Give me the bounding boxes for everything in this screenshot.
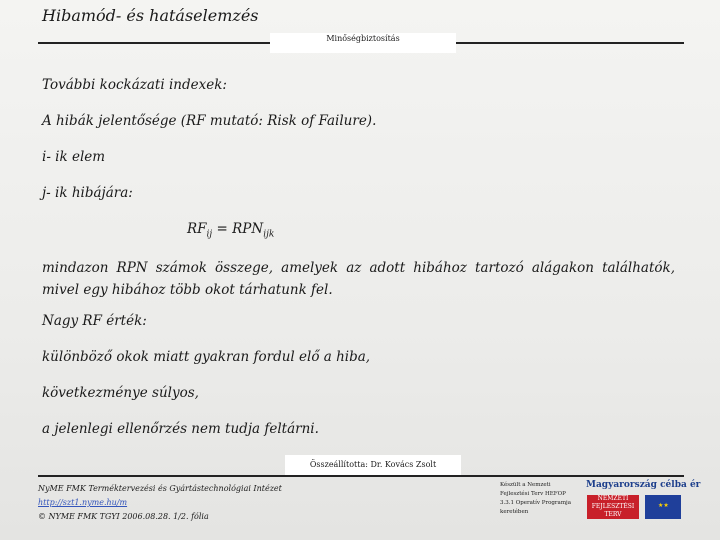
institute-link[interactable]: http://szt1.nyme.hu/m — [38, 498, 128, 507]
formula-rhs-sub: ijk — [263, 229, 275, 240]
text-line: Nagy RF érték: — [42, 313, 147, 329]
nft-logo: NEMZETI FEJLESZTÉSI TERV — [587, 495, 639, 519]
funding-text: Készült a Nemzeti Fejlesztési Terv HEFOP 3.3.1 Operatív Programja keretében — [500, 482, 572, 515]
formula — [42, 221, 675, 257]
institute-name: NyME FMK Terméktervezési és Gyártástechnológiai Intézet — [38, 484, 282, 493]
text-line: következménye súlyos, — [42, 385, 199, 401]
paragraph: mindazon RPN számok összege, amelyek az adott hibához tartozó alágakon találhatók, mivel egy hibához több okot tárhatunk fel. — [42, 260, 675, 298]
text-line: a jelenlegi ellenőrzés nem tudja feltárni. — [42, 421, 319, 437]
formula-lhs-sub: ij — [206, 229, 213, 240]
footer-rule — [38, 475, 684, 477]
text-line: j- ik hibájára: — [42, 185, 133, 201]
slide-body — [42, 77, 675, 457]
copyright: © NYME FMK TGYI 2006.08.28. 1/2. fólia — [38, 512, 209, 521]
formula-eq: = — [212, 221, 233, 237]
subtitle-box: Minőségbiztosítás — [270, 33, 456, 53]
author-credit: Összeállította: Dr. Kovács Zsolt — [285, 455, 461, 475]
eu-flag-icon: ★★ — [645, 495, 681, 519]
formula-rhs: RPN — [232, 221, 264, 237]
text-line: különböző okok miatt gyakran fordul elő a hiba, — [42, 349, 371, 365]
text-line: További kockázati indexek: — [42, 77, 227, 93]
slogan: Magyarország célba ér — [586, 480, 701, 490]
text-line: A hibák jelentősége (RF mutató: Risk of Failure). — [42, 113, 377, 129]
footer-left — [38, 482, 282, 524]
formula-lhs: RF — [187, 221, 207, 237]
page-title: Hibamód- és hatáselemzés — [42, 6, 259, 25]
text-line: i- ik elem — [42, 149, 106, 165]
